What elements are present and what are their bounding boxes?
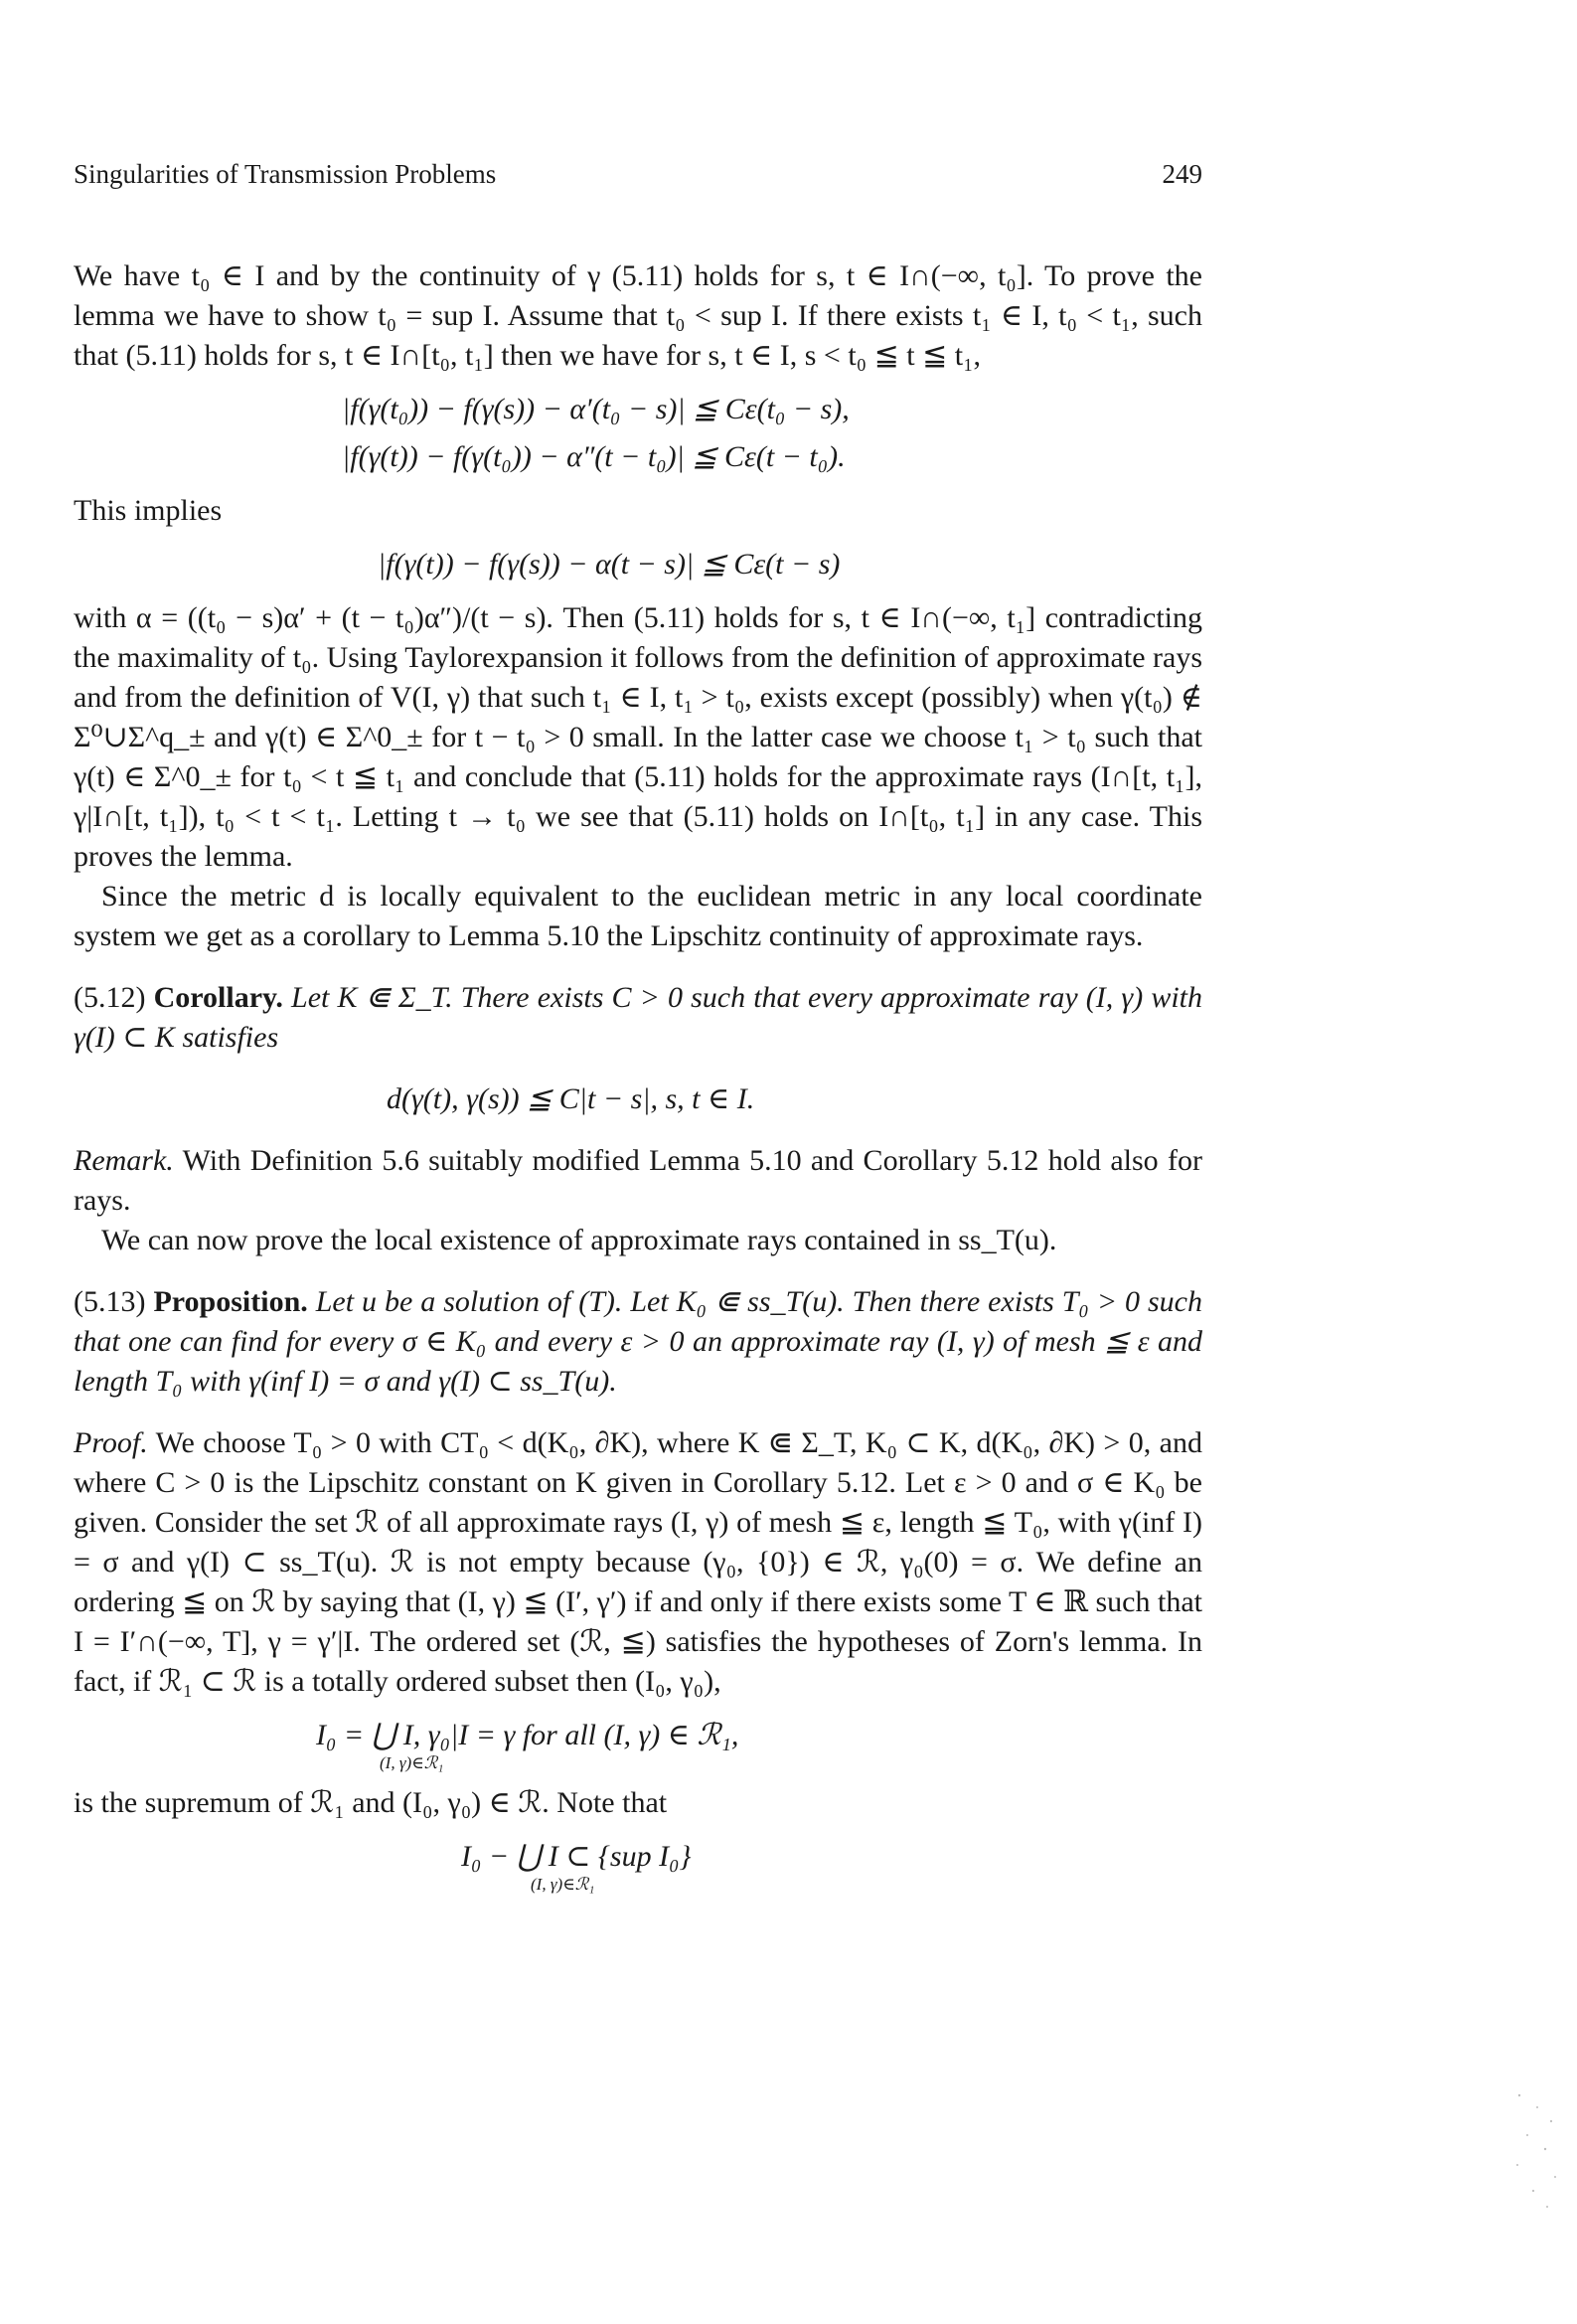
body-text: [74, 256, 1202, 1905]
spacer: [74, 956, 1202, 978]
equation-5-subscript: (I, γ)∈ℛ₁: [380, 1753, 444, 1772]
running-head-title: Singularities of Transmission Problems: [74, 159, 497, 189]
remark-heading: Remark.: [74, 1144, 174, 1177]
display-lipschitz: [74, 1076, 1202, 1123]
paragraph-supremum: is the supremum of ℛ₁ and (I₀, γ₀) ∈ ℛ. Note that: [74, 1786, 668, 1819]
proposition-heading: Proposition.: [153, 1285, 308, 1318]
equation-5: I₀ = ⋃ I, γ₀|I = γ for all (I, γ) ∈ ℛ₁,: [316, 1719, 739, 1751]
display-inequalities: [74, 386, 1202, 481]
display-implied-inequality: [74, 541, 1202, 588]
proposition-label: (5.13): [74, 1285, 146, 1318]
corollary-statement: Let K ⋐ Σ_T. There exists C > 0 such that every approximate ray (I, γ) with γ(I) ⊂ K satisfies: [74, 981, 1203, 1054]
remark-paragraph: [74, 1141, 1202, 1221]
equation-2: |f(γ(t)) − f(γ(t₀)) − α″(t − t₀)| ≦ Cε(t − t₀).: [342, 440, 846, 473]
display-union: [74, 1712, 1202, 1773]
equation-6: I₀ − ⋃ I ⊂ {sup I₀}: [461, 1840, 692, 1873]
paragraph-lemma-proof: We have t₀ ∈ I and by the continuity of γ (5.11) holds for s, t ∈ I∩(−∞, t₀]. To prove the lemma we have to show t₀ = sup I. Assume that t₀ < sup I. If there exists t₁ ∈ I, t₀ < t₁, such that (5.11) holds for s, t ∈ I∩[t₀, t₁] then we have for s, t ∈ I, s < t₀ ≦ t ≦ t₁,: [74, 259, 1202, 372]
corollary-5-12: [74, 978, 1202, 1058]
proof-heading: Proof.: [74, 1426, 148, 1459]
display-difference: [74, 1833, 1202, 1895]
corollary-label: (5.12): [74, 981, 146, 1014]
paragraph-this-implies: This implies: [74, 494, 223, 527]
paragraph-continuation: with α = ((t₀ − s)α′ + (t − t₀)α″)/(t − s). Then (5.11) holds for s, t ∈ I∩(−∞, t₁] contradicting the maximality of t₀. Using Taylorexpansion it follows from the definition of approximate rays and from the definition of V(I, γ) that such t₁ ∈ I, t₁ > t₀, exists except (possibly) when γ(t₀) ∉ Σ⁰∪Σ^q_± and γ(t) ∈ Σ^0_± for t − t₀ > 0 small. In the latter case we choose t₁ > t₀ such that γ(t) ∈ Σ^0_± for t₀ < t ≦ t₁ and conclude that (5.11) holds for the approximate rays (I∩[t, t₁], γ|I∩[t, t₁]), t₀ < t < t₁. Letting t → t₀ we see that (5.11) holds on I∩[t₀, t₁] in any case. This proves the lemma.: [74, 601, 1202, 873]
equation-3: |f(γ(t)) − f(γ(s)) − α(t − s)| ≦ Cε(t − s): [378, 548, 841, 581]
running-head: [74, 159, 1202, 199]
paragraph-metric-remark: Since the metric d is locally equivalent to the euclidean metric in any local coordinate system we get as a corollary to Lemma 5.10 the Lipschitz continuity of approximate rays.: [74, 880, 1202, 952]
margin-scan-speckle: [1507, 2087, 1567, 2217]
spacer: [74, 1260, 1202, 1282]
spacer: [74, 1402, 1202, 1423]
page-number: 249: [1162, 159, 1202, 189]
proof-text: We choose T₀ > 0 with CT₀ < d(K₀, ∂K), where K ⋐ Σ_T, K₀ ⊂ K, d(K₀, ∂K) > 0, and where C > 0 is the Lipschitz constant on K given in Corollary 5.12. Let ε > 0 and σ ∈ K₀ be given. Consider the set ℛ of all approximate rays (I, γ) of mesh ≦ ε, length ≦ T₀, with γ(inf I) = σ and γ(I) ⊂ ss_T(u). ℛ is not empty because (γ₀, {0}) ∈ ℛ, γ₀(0) = σ. We define an ordering ≦ on ℛ by saying that (I, γ) ≦ (I′, γ′) if and only if there exists some T ∈ ℝ such that I = I′∩(−∞, T], γ = γ′|I. The ordered set (ℛ, ≦) satisfies the hypotheses of Zorn's lemma. In fact, if ℛ₁ ⊂ ℛ is a totally ordered subset then (I₀, γ₀),: [74, 1426, 1202, 1698]
proof-paragraph: [74, 1423, 1202, 1702]
proposition-5-13: [74, 1282, 1202, 1402]
proposition-statement: Let u be a solution of (T). Let K₀ ⋐ ss_T(u). Then there exists T₀ > 0 such that one can find for every σ ∈ K₀ and every ε > 0 an approximate ray (I, γ) of mesh ≦ ε and length T₀ with γ(inf I) = σ and γ(I) ⊂ ss_T(u).: [74, 1285, 1202, 1398]
paragraph-local-existence: We can now prove the local existence of approximate rays contained in ss_T(u).: [101, 1224, 1057, 1256]
remark-text: With Definition 5.6 suitably modified Lemma 5.10 and Corollary 5.12 hold also for rays.: [74, 1144, 1202, 1217]
equation-6-subscript: (I, γ)∈ℛ₁: [531, 1875, 595, 1894]
corollary-heading: Corollary.: [153, 981, 283, 1014]
equation-1: |f(γ(t₀)) − f(γ(s)) − α′(t₀ − s)| ≦ Cε(t₀ − s),: [342, 393, 850, 425]
equation-4: d(γ(t), γ(s)) ≦ C|t − s|, s, t ∈ I.: [387, 1082, 755, 1115]
